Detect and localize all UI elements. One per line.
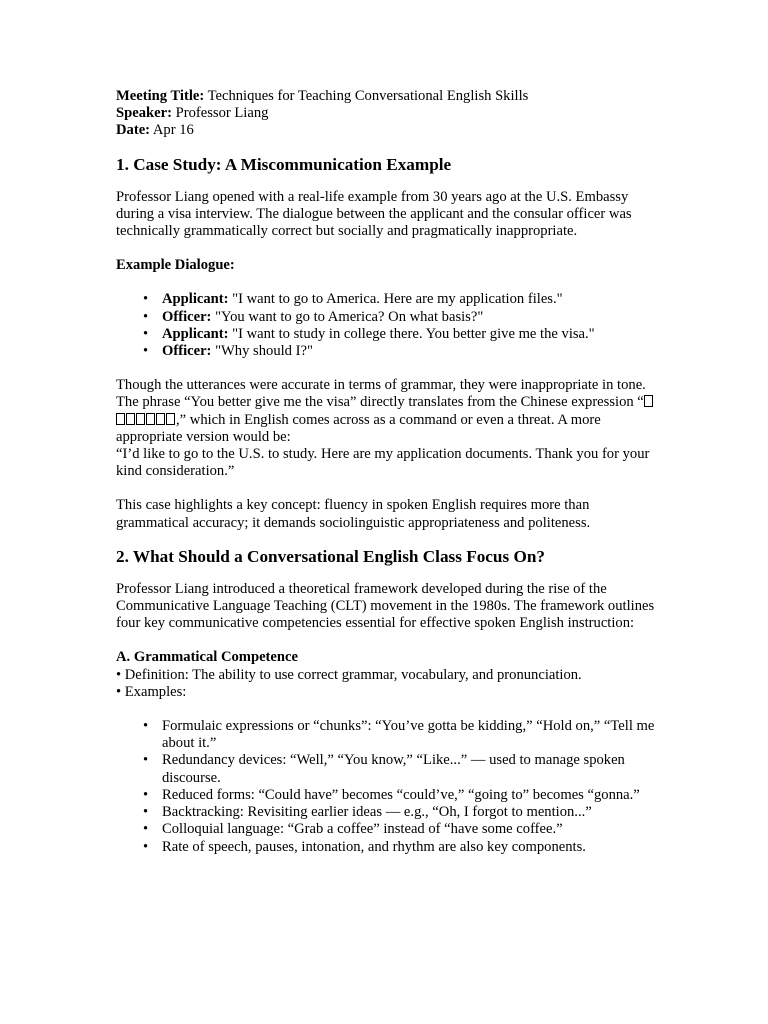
bullet-icon: •: [143, 804, 149, 821]
bullet-icon: •: [143, 718, 149, 735]
missing-glyph-box: [126, 413, 135, 425]
example-text: Redundancy devices: “Well,” “You know,” “Like...” — used to manage spoken discourse.: [162, 752, 625, 786]
meeting-title-value: Techniques for Teaching Conversational English Skills: [204, 88, 529, 104]
date-value: Apr 16: [150, 122, 194, 139]
bullet-icon: •: [143, 325, 149, 342]
section-1-heading: 1. Case Study: A Miscommunication Example: [116, 154, 452, 174]
example-item: [116, 718, 656, 752]
document-page: [116, 88, 656, 856]
dialogue-item: [116, 291, 656, 308]
example-item: [116, 787, 656, 804]
bullet-icon: •: [143, 343, 149, 360]
example-item: [116, 821, 656, 838]
example-item: [116, 804, 656, 821]
dialogue-line: "Why should I?": [211, 343, 313, 360]
dialogue-line: "You want to go to America? On what basis?": [211, 308, 484, 325]
example-text: Rate of speech, pauses, intonation, and rhythm are also key components.: [162, 838, 586, 855]
dialogue-list: [116, 291, 656, 360]
date-line: [116, 122, 656, 139]
section-1-conclusion: This case highlights a key concept: fluency in spoken English requires more than grammatical accuracy; it demands sociolinguistic appropriateness and politeness.: [116, 497, 591, 531]
analysis-text-before: Though the utterances were accurate in terms of grammar, they were inappropriate in tone. The phrase “You better give me the visa” directly translates from the Chinese expression “: [116, 377, 646, 411]
missing-glyph-box: [146, 413, 155, 425]
dialogue-item: [116, 343, 656, 360]
example-text: Backtracking: Revisiting earlier ideas — e.g., “Oh, I forgot to mention...”: [162, 804, 592, 821]
section-2-intro: Professor Liang introduced a theoretical framework developed during the rise of the Communicative Language Teaching (CLT) movement in the 1980s. The framework outlines four key communicative competencies essential for effective spoken English instruction:: [116, 580, 655, 632]
missing-glyph-box: [644, 395, 653, 407]
section-1-intro: Professor Liang opened with a real-life example from 30 years ago at the U.S. Embassy during a visa interview. The dialogue between the applicant and the consular officer was technically grammatically correct but socially and pragmatically inappropriate.: [116, 188, 632, 240]
dialogue-line: "I want to study in college there. You better give me the visa.": [228, 325, 595, 342]
dialogue-line: "I want to go to America. Here are my application files.": [228, 291, 563, 308]
subsection-a-definition: • Definition: The ability to use correct grammar, vocabulary, and pronunciation.: [116, 666, 582, 683]
examples-list: [116, 718, 656, 856]
dialogue-item: [116, 309, 656, 326]
example-text: Colloquial language: “Grab a coffee” instead of “have some coffee.”: [162, 821, 563, 838]
example-dialogue-heading: Example Dialogue:: [116, 257, 235, 274]
subsection-a-heading: A. Grammatical Competence: [116, 649, 298, 666]
bullet-icon: •: [143, 838, 149, 855]
example-text: Reduced forms: “Could have” becomes “could’ve,” “going to” becomes “gonna.”: [162, 786, 640, 803]
example-text: Formulaic expressions or “chunks”: “You’ve gotta be kidding,” “Hold on,” “Tell me about it.”: [162, 718, 655, 752]
analysis-paragraph: [116, 377, 656, 446]
meeting-title-line: [116, 88, 656, 105]
missing-glyph-box: [136, 413, 145, 425]
subsection-a-examples-label: • Examples:: [116, 683, 187, 700]
dialogue-speaker: Officer:: [162, 308, 212, 325]
missing-glyph-box: [156, 413, 165, 425]
date-label: Date:: [116, 122, 151, 139]
bullet-icon: •: [143, 786, 149, 803]
speaker-value: Professor Liang: [171, 105, 269, 122]
dialogue-speaker: Applicant:: [162, 325, 229, 342]
better-version-quote: “I’d like to go to the U.S. to study. Here are my application documents. Thank you for your kind consideration.”: [116, 446, 650, 480]
bullet-icon: •: [143, 291, 149, 308]
missing-glyph-box: [166, 413, 175, 425]
bullet-icon: •: [143, 752, 149, 769]
analysis-text-after: ,” which in English comes across as a command or even a threat. A more appropriate version would be:: [116, 411, 601, 445]
dialogue-speaker: Applicant:: [162, 291, 229, 308]
meeting-title-label: Meeting Title:: [116, 88, 205, 104]
section-2-heading: 2. What Should a Conversational English Class Focus On?: [116, 546, 545, 566]
missing-glyph-box: [116, 413, 125, 425]
dialogue-item: [116, 326, 656, 343]
dialogue-speaker: Officer:: [162, 343, 212, 360]
speaker-label: Speaker:: [116, 105, 172, 122]
bullet-icon: •: [143, 308, 149, 325]
example-item: [116, 839, 656, 856]
bullet-icon: •: [143, 821, 149, 838]
speaker-line: [116, 105, 656, 122]
example-item: [116, 752, 656, 786]
